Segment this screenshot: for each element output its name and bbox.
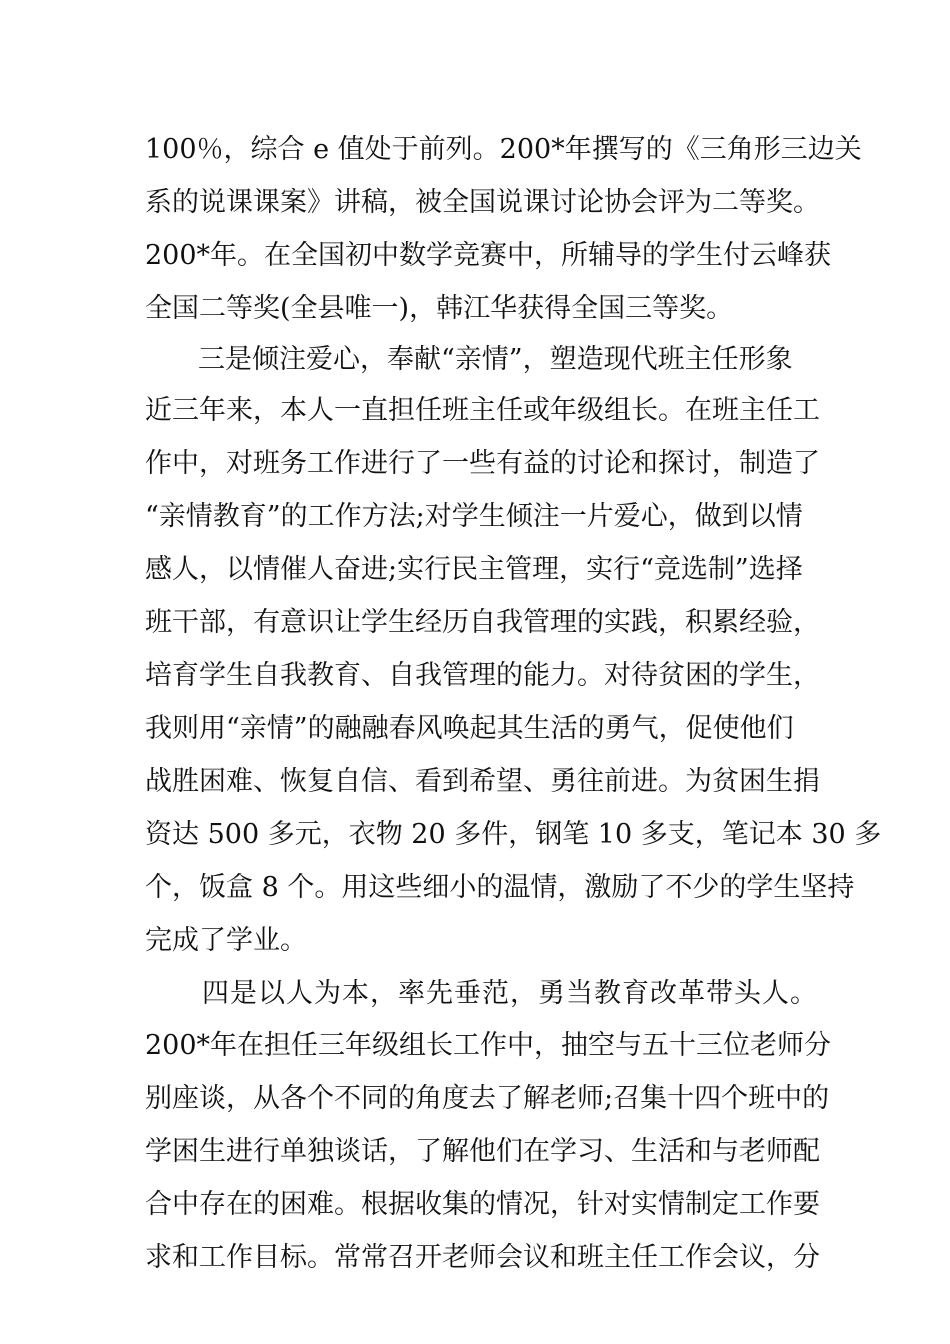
- text-line: 我则用“亲情”的融融春风唤起其生活的勇气，促使他们: [145, 713, 794, 744]
- text-line: 作中，对班务工作进行了一些有益的讨论和探讨，制造了: [145, 448, 820, 479]
- paragraph-heading: 四是以人为本，率先垂范，勇当教育改革带头人。: [202, 978, 818, 1009]
- text-line: 感人，以情催人奋进;实行民主管理，实行“竞选制”选择: [145, 554, 803, 585]
- text-line: 求和工作目标。常常召开老师会议和班主任工作会议，分: [145, 1242, 820, 1273]
- text-line: 系的说课课案》讲稿，被全国说课讨论协会评为二等奖。: [145, 187, 820, 218]
- text-line: “亲情教育”的工作方法;对学生倾注一片爱心，做到以情: [145, 501, 803, 532]
- text-line: 200*年在担任三年级组长工作中，抽空与五十三位老师分: [145, 1030, 832, 1061]
- text-line: 个，饭盒 8 个。用这些细小的温情，激励了不少的学生坚持: [145, 872, 855, 903]
- text-line: 200*年。在全国初中数学竞赛中，所辅导的学生付云峰获: [145, 240, 832, 271]
- text-line: 100％，综合 e 值处于前列。200*年撰写的《三角形三边关: [145, 134, 862, 165]
- text-line: 合中存在的困难。根据收集的情况，针对实情制定工作要: [145, 1189, 820, 1220]
- text-line: 近三年来，本人一直担任班主任或年级组长。在班主任工: [145, 395, 820, 426]
- text-line: 培育学生自我教育、自我管理的能力。对待贫困的学生，: [145, 660, 820, 691]
- text-line: 别座谈，从各个不同的角度去了解老师;召集十四个班中的: [145, 1083, 830, 1114]
- text-line: 资达 500 多元，衣物 20 多件，钢笔 10 多支，笔记本 30 多: [145, 819, 882, 850]
- paragraph-heading: 三是倾注爱心，奉献“亲情”，塑造现代班主任形象: [198, 344, 793, 375]
- text-line: 班干部，有意识让学生经历自我管理的实践，积累经验，: [145, 607, 820, 638]
- text-line: 战胜困难、恢复自信、看到希望、勇往前进。为贫困生捐: [145, 766, 820, 797]
- text-line: 全国二等奖(全县唯一)，韩江华获得全国三等奖。: [145, 293, 734, 324]
- text-line: 学困生进行单独谈话，了解他们在学习、生活和与老师配: [145, 1136, 820, 1167]
- text-line: 完成了学业。: [145, 925, 307, 956]
